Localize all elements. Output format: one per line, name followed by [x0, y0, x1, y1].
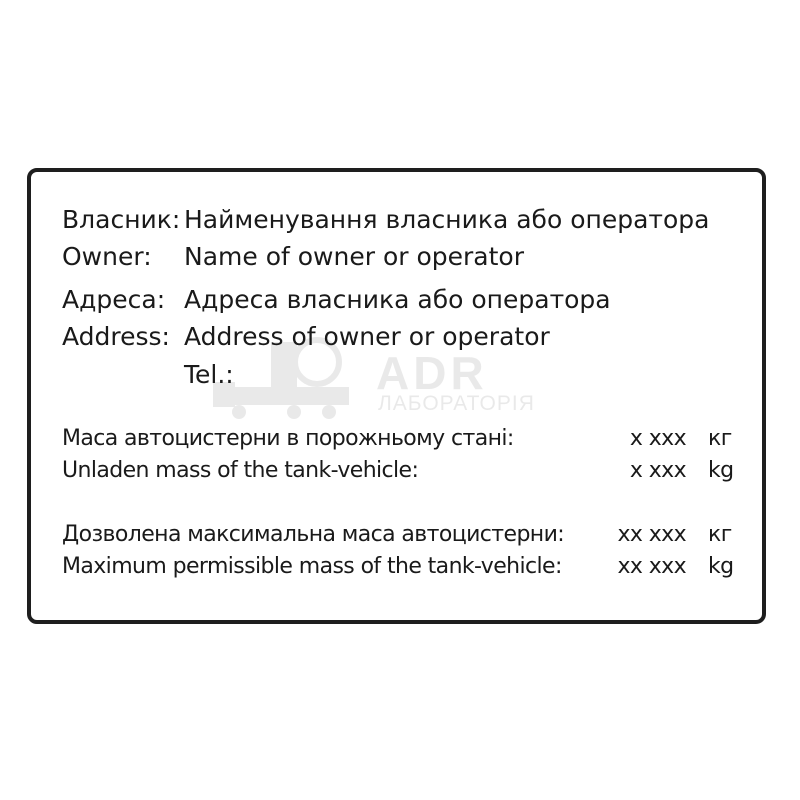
tank-vehicle-plate — [27, 168, 766, 624]
max-mass-label-en: Maximum permissible mass of the tank-vehicle: — [62, 554, 562, 579]
unit-uk: кг — [708, 426, 732, 451]
watermark-subtitle: ЛАБОРАТОРІЯ — [378, 392, 535, 415]
owner-label-en: Owner: — [62, 242, 152, 271]
max-mass-value-uk: xx xxx — [617, 522, 686, 547]
unit-en: kg — [708, 554, 734, 579]
address-value-en: Address of owner or operator — [184, 322, 550, 351]
owner-value-uk: Найменування власника або оператора — [184, 205, 710, 234]
owner-value-en: Name of owner or operator — [184, 242, 524, 271]
watermark-brand: ADR — [376, 347, 488, 399]
address-label-uk: Адреса: — [62, 285, 166, 314]
address-value-uk: Адреса власника або оператора — [184, 285, 611, 314]
max-mass-label-uk: Дозволена максимальна маса автоцистерни: — [62, 522, 565, 547]
max-mass-value-en: xx xxx — [617, 554, 686, 579]
owner-label-uk: Власник: — [62, 205, 181, 234]
watermark — [31, 172, 762, 620]
unit-en: kg — [708, 458, 734, 483]
unladen-mass-value-en: x xxx — [629, 458, 686, 483]
unladen-mass-label-uk: Маса автоцистерни в порожньому стані: — [62, 426, 514, 451]
unit-uk: кг — [708, 522, 732, 547]
unladen-mass-label-en: Unladen mass of the tank-vehicle: — [62, 458, 419, 483]
unladen-mass-value-uk: x xxx — [629, 426, 686, 451]
tel-label: Tel.: — [184, 360, 234, 389]
address-label-en: Address: — [62, 322, 170, 351]
